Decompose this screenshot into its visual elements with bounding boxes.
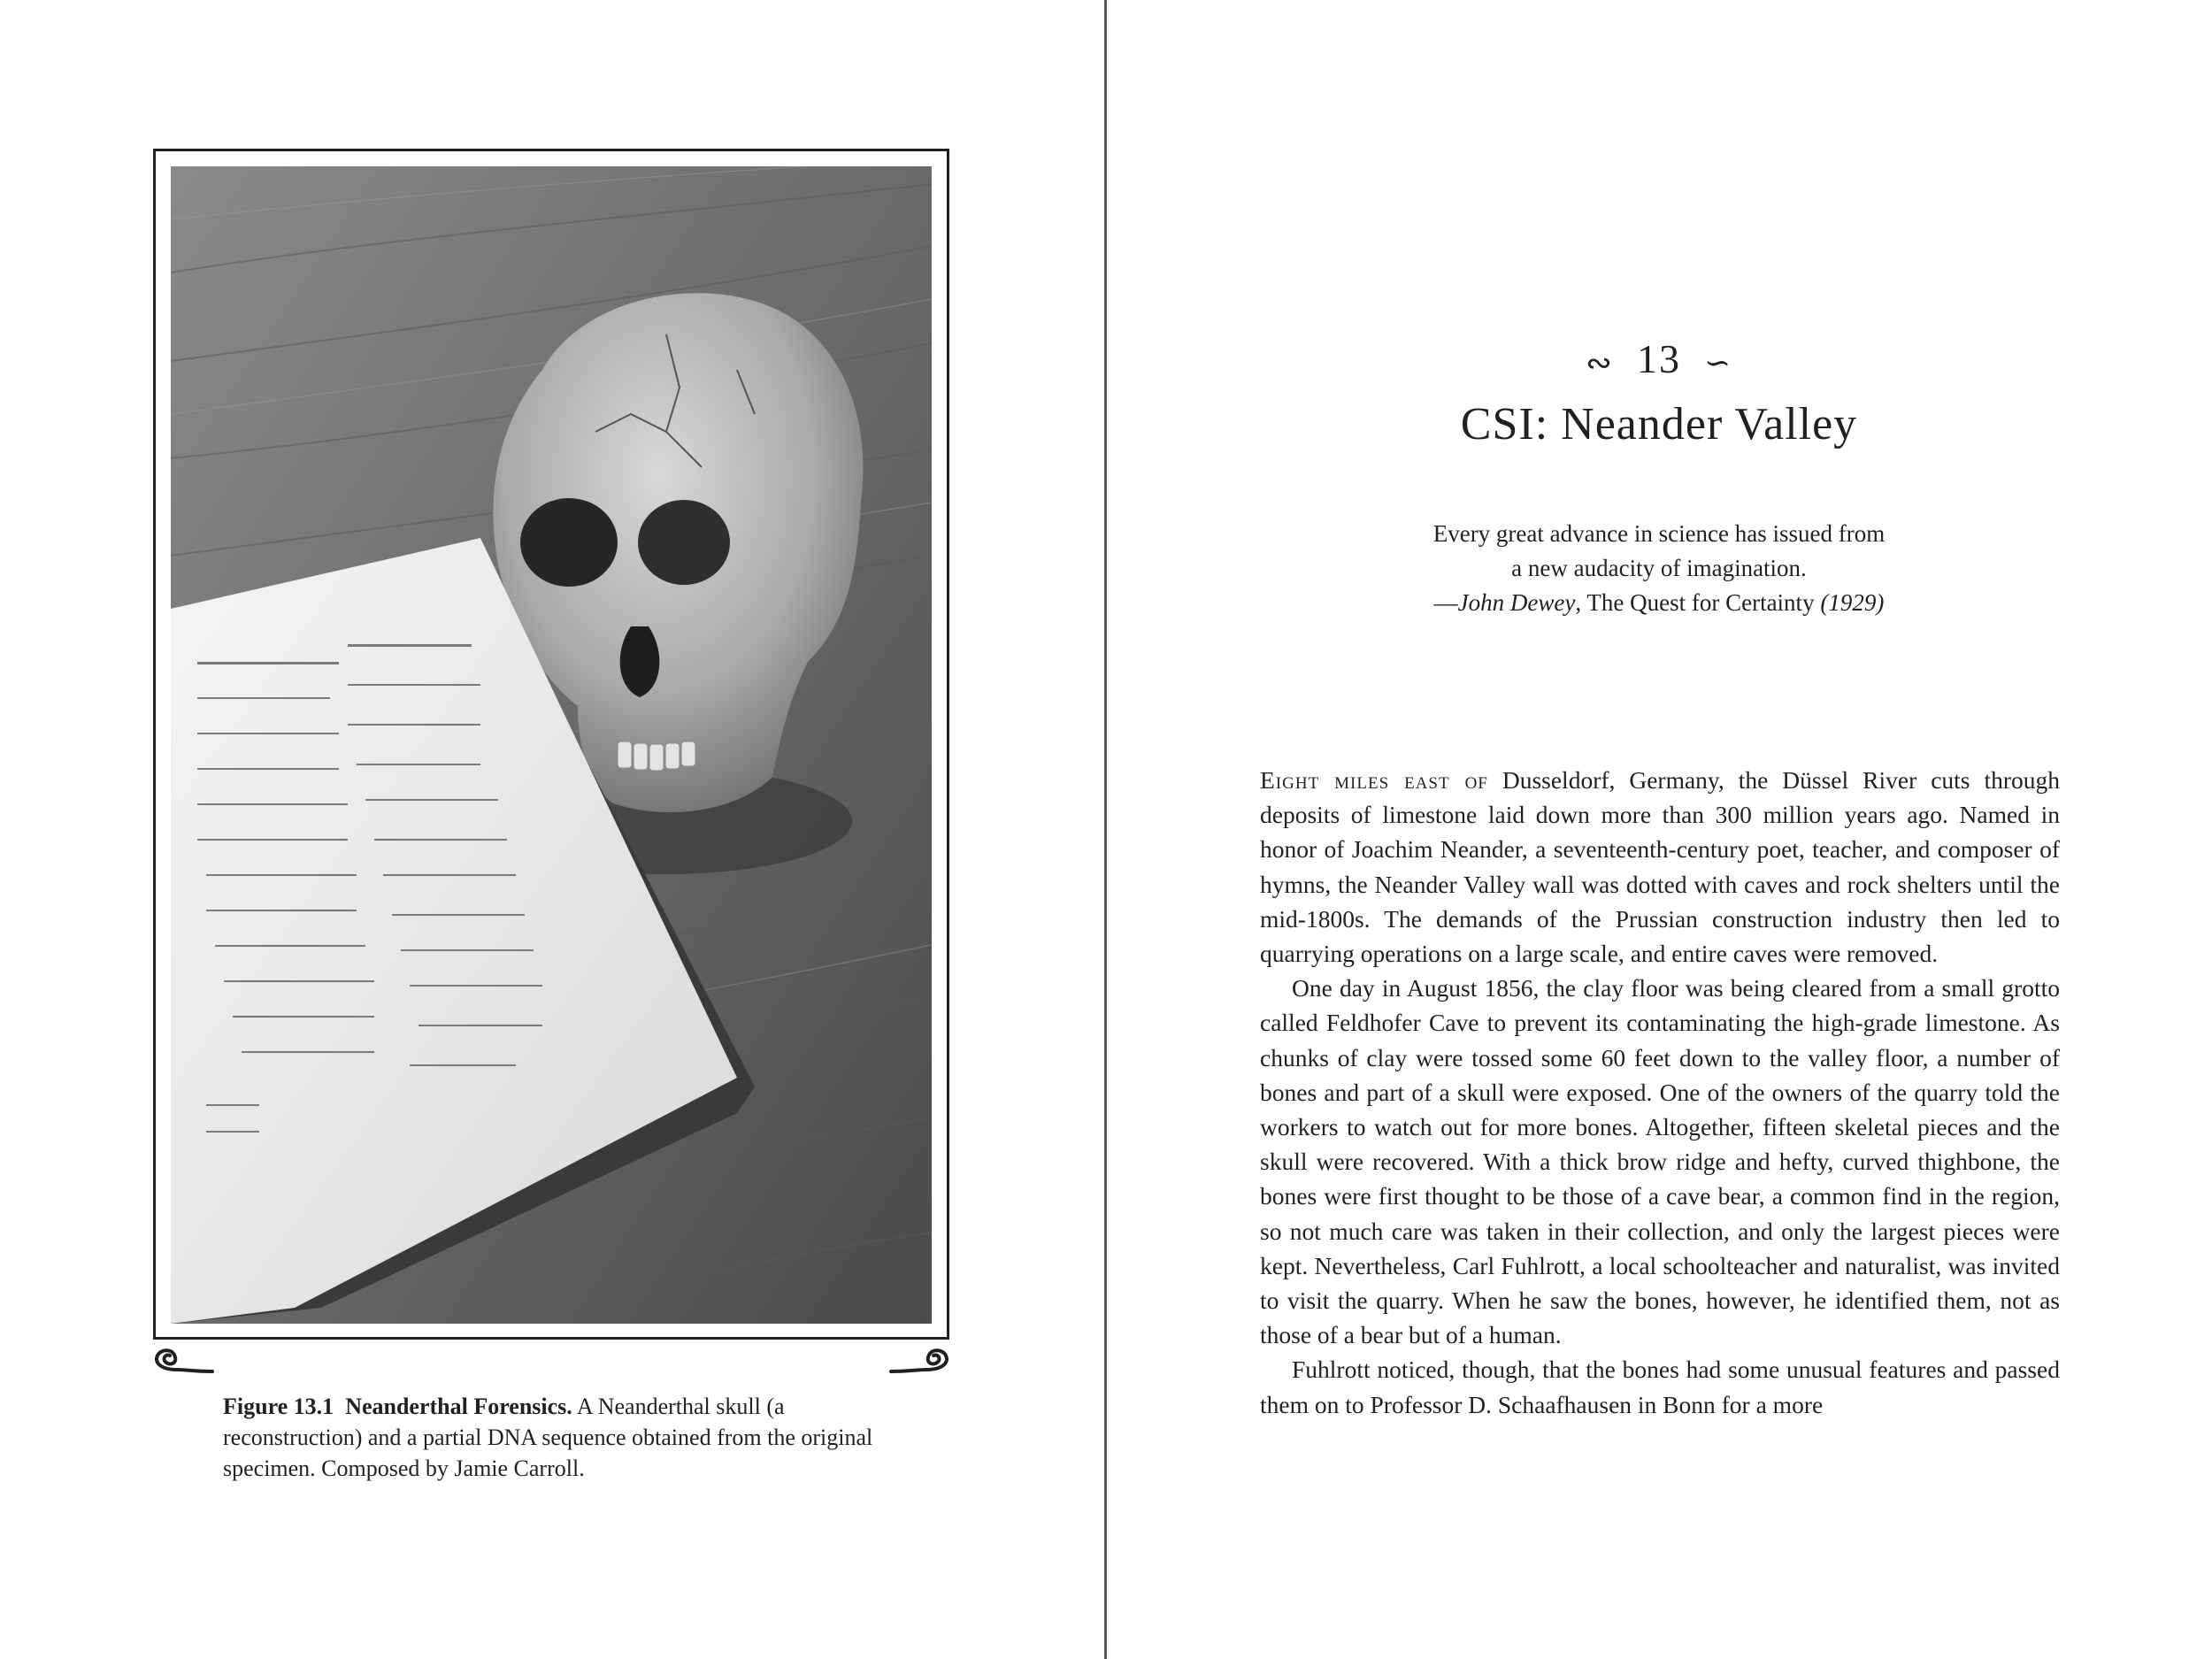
epigraph-attribution bbox=[1327, 586, 1991, 620]
figure-caption bbox=[223, 1391, 922, 1484]
paragraph-1 bbox=[1260, 763, 2060, 971]
swash-right-icon: ∽ bbox=[1704, 345, 1733, 381]
figure-frame bbox=[153, 149, 949, 1340]
swash-left-icon: ∾ bbox=[1585, 345, 1614, 381]
epigraph bbox=[1327, 517, 1991, 620]
chapter-number: 13 bbox=[1637, 336, 1681, 381]
epigraph-line-2: a new audacity of imagination. bbox=[1511, 555, 1807, 581]
page-gutter bbox=[1104, 0, 1107, 1659]
paragraph-3: Fuhlrott noticed, though, that the bones had some unusual features and passed them on to Professor D. Schaafhausen in Bonn for a more bbox=[1260, 1356, 2060, 1418]
right-scroll-ornament bbox=[889, 1345, 953, 1380]
paragraph-1-text: Dusseldorf, Germany, the Düssel River cuts through deposits of limestone laid down more than 300 million years ago. Named in honor of Joachim Neander, a seventeenth-century poet, teacher, and composer of hymns, the Neander Valley wall was dotted with caves and rock shelters until the mid-1800s. The demands of the Prussian construction industry then led to quarrying operations on a large scale, and entire caves were removed. bbox=[1260, 766, 2061, 968]
left-scroll-ornament bbox=[150, 1345, 214, 1380]
epigraph-author: John Dewey bbox=[1457, 589, 1576, 616]
paragraph-2: One day in August 1856, the clay floor was being cleared from a small grotto called Feldhofer Cave to prevent its contaminating the high-grade limestone. As chunks of clay were tossed some 60 feet down to the valley floor, a number of bones and part of a skull were exposed. One of the owners of the quarry told the workers to watch out for more bones. Altogether, fifteen skeletal pieces and the skull were recovered. With a thick brow ridge and hefty, curved thighbone, the bones were first thought to be those of a cave bear, a common find in the region, so not much care was taken in their collection, and only the largest pieces were kept. Nevertheless, Carl Fuhlrott, a local schoolteacher and naturalist, was invited to visit the quarry. When he saw the bones, however, he identified them, not as those of a bear but of a human. bbox=[1260, 974, 2060, 1349]
epigraph-separator: , bbox=[1575, 589, 1587, 616]
skull-and-dna-photo bbox=[171, 166, 932, 1324]
epigraph-year: (1929) bbox=[1814, 589, 1885, 616]
chapter-number-line bbox=[1106, 334, 2212, 388]
figure-title: Neanderthal Forensics. bbox=[345, 1394, 572, 1419]
epigraph-work: The Quest for Certainty bbox=[1586, 589, 1815, 616]
lead-in-smallcaps: Eight miles east of bbox=[1260, 766, 1488, 794]
epigraph-line-1: Every great advance in science has issued from bbox=[1432, 520, 1886, 547]
figure-photo bbox=[171, 166, 932, 1324]
figure-caption-text: A Neanderthal skull (a reconstruction) and a partial DNA sequence obtained from the original specimen. Composed by Jamie Carroll. bbox=[223, 1394, 873, 1481]
body-text bbox=[1260, 763, 2060, 1422]
epigraph-dash: — bbox=[1433, 589, 1458, 616]
chapter-title: CSI: Neander Valley bbox=[1460, 399, 1858, 449]
figure-number: Figure 13.1 bbox=[223, 1394, 334, 1419]
